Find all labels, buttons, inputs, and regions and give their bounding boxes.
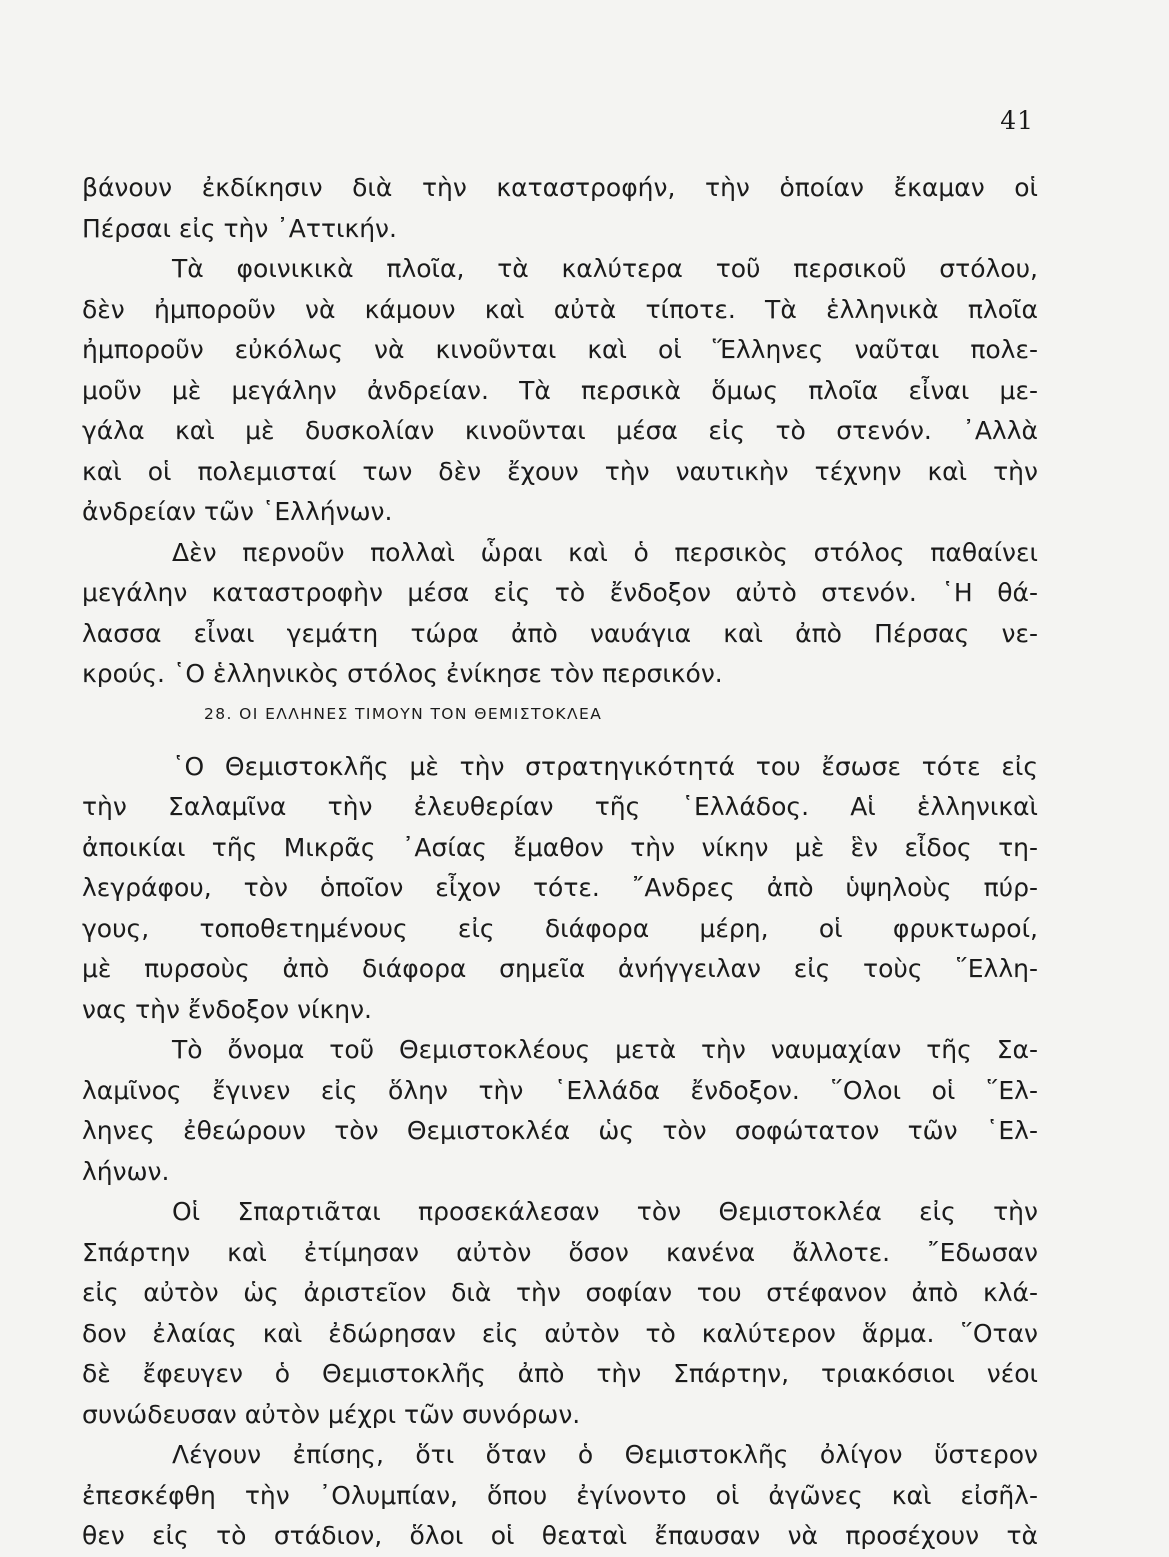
text-line: δὲν ἠμποροῦν νὰ κάμουν καὶ αὐτὰ τίποτε. Τὰ ἑλληνικὰ πλοῖα xyxy=(82,294,1038,324)
paragraph-start: Τὰ φοινικικὰ πλοῖα, τὰ καλύτερα τοῦ περσικοῦ στόλου, xyxy=(172,254,1038,283)
text-line: εἰς αὐτὸν ὡς ἀριστεῖον διὰ τὴν σοφίαν του στέφανον ἀπὸ κλά- xyxy=(82,1278,1038,1307)
text-line: μοῦν μὲ μεγάλην ἀνδρείαν. Τὰ περσικὰ ὅμως πλοῖα εἶναι με- xyxy=(82,375,1038,405)
text-line: ἠμποροῦν εὐκόλως νὰ κινοῦνται καὶ οἱ Ἕλληνες ναῦται πολε- xyxy=(82,335,1038,364)
text-line: δον ἐλαίας καὶ ἐδώρησαν εἰς αὐτὸν τὸ καλύτερον ἅρμα. ῞Οταν xyxy=(82,1318,1038,1348)
text-line: ληνες ἐθεώρουν τὸν Θεμιστοκλέα ὡς τὸν σοφώτατον τῶν ῾Ελ- xyxy=(82,1116,1038,1145)
text-line: μεγάλην καταστροφὴν μέσα εἰς τὸ ἔνδοξον αὐτὸ στενόν. ῾Η θά- xyxy=(82,578,1038,607)
paragraph-start: Οἱ Σπαρτιᾶται προσεκάλεσαν τὸν Θεμιστοκλέα εἰς τὴν xyxy=(172,1197,1038,1226)
text-line: λεγράφου, τὸν ὁποῖον εἶχον τότε. ῎Ανδρες ἀπὸ ὑψηλοὺς πύρ- xyxy=(82,873,1038,902)
paragraph-start: Δὲν περνοῦν πολλαὶ ὧραι καὶ ὁ περσικὸς στόλος παθαίνει xyxy=(172,537,1038,567)
paragraph-start: Τὸ ὄνομα τοῦ Θεμιστοκλέους μετὰ τὴν ναυμαχίαν τῆς Σα- xyxy=(172,1035,1038,1064)
section-heading-wrap xyxy=(82,695,1038,747)
text-line: Σπάρτην καὶ ἐτίμησαν αὐτὸν ὅσον κανένα ἄλλοτε. ῎Εδωσαν xyxy=(82,1237,1038,1267)
section-heading: 28. ΟΙ ΕΛΛΗΝΕΣ ΤΙΜΟΥΝ ΤΟΝ ΘΕΜΙΣΤΟΚΛΕΑ xyxy=(204,704,603,723)
text-line: ἀποικίαι τῆς Μικρᾶς ᾿Ασίας ἔμαθον τὴν νίκην μὲ ἓν εἶδος τη- xyxy=(82,832,1038,862)
text-line: λήνων. xyxy=(82,1156,170,1186)
text-line: λασσα εἶναι γεμάτη τώρα ἀπὸ ναυάγια καὶ ἀπὸ Πέρσας νε- xyxy=(82,618,1038,648)
text-line: νας τὴν ἔνδοξον νίκην. xyxy=(82,994,373,1024)
text-line: κρούς. ῾Ο ἑλληνικὸς στόλος ἐνίκησε τὸν περσικόν. xyxy=(82,659,723,688)
paragraph-start: ῾Ο Θεμιστοκλῆς μὲ τὴν στρατηγικότητά του ἔσωσε τότε εἰς xyxy=(172,751,1038,781)
paragraph-start: Λέγουν ἐπίσης, ὅτι ὅταν ὁ Θεμιστοκλῆς ὀλίγον ὕστερον xyxy=(172,1440,1038,1469)
section-1-text xyxy=(82,168,1038,1557)
text-line: θεν εἰς τὸ στάδιον, ὅλοι οἱ θεαταὶ ἔπαυσαν νὰ προσέχουν τὰ xyxy=(82,1521,1038,1550)
text-line: καὶ οἱ πολεμισταί των δὲν ἔχουν τὴν ναυτικὴν τέχνην καὶ τὴν xyxy=(82,456,1038,486)
text-line: συνώδευσαν αὐτὸν μέχρι τῶν συνόρων. xyxy=(82,1399,581,1429)
text-line: γους, τοποθετημένους εἰς διάφορα μέρη, οἱ φρυκτωροί, xyxy=(82,913,1038,943)
text-line: μὲ πυρσοὺς ἀπὸ διάφορα σημεῖα ἀνήγγειλαν εἰς τοὺς ῞Ελλη- xyxy=(82,954,1038,983)
page-number: 41 xyxy=(1000,106,1034,135)
text-line: τὴν Σαλαμῖνα τὴν ἐλευθερίαν τῆς ῾Ελλάδος. Αἱ ἑλληνικαὶ xyxy=(82,792,1038,821)
text-line: δὲ ἔφευγεν ὁ Θεμιστοκλῆς ἀπὸ τὴν Σπάρτην, τριακόσιοι νέοι xyxy=(82,1359,1038,1388)
text-line: Πέρσαι εἰς τὴν ᾿Αττικήν. xyxy=(82,213,397,243)
text-line: ἐπεσκέφθη τὴν ᾿Ολυμπίαν, ὅπου ἐγίνοντο οἱ ἀγῶνες καὶ εἰσῆλ- xyxy=(82,1480,1038,1510)
text-line: βάνουν ἐκδίκησιν διὰ τὴν καταστροφήν, τὴν ὁποίαν ἔκαμαν οἱ xyxy=(82,173,1038,202)
text-line: γάλα καὶ μὲ δυσκολίαν κινοῦνται μέσα εἰς τὸ στενόν. ᾿Αλλὰ xyxy=(82,416,1038,445)
text-line: λαμῖνος ἔγινεν εἰς ὅλην τὴν ῾Ελλάδα ἔνδοξον. ῞Ολοι οἱ ῞Ελ- xyxy=(82,1075,1038,1105)
text-line: ἀνδρείαν τῶν ῾Ελλήνων. xyxy=(82,497,393,526)
